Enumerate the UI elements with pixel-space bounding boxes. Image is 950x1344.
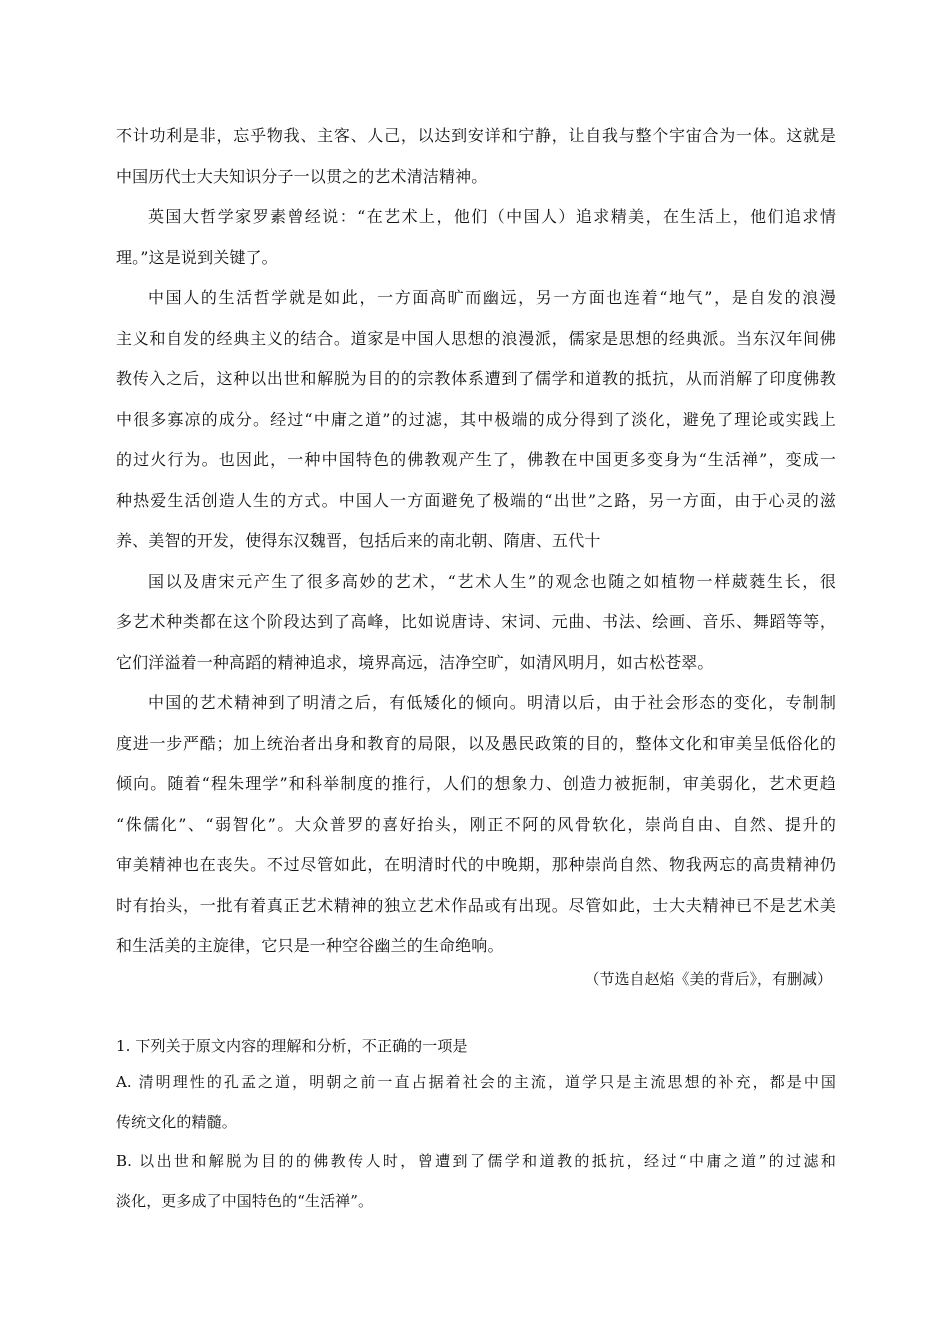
passage-line: 时有抬头，一批有着真正艺术精神的独立艺术作品或有出现。尽管如此，士大夫精神已不是艺术美 [116, 896, 836, 915]
passage-line: 审美精神也在丧失。不过尽管如此，在明清时代的中晚期，那种崇尚自然、物我两忘的高贵精神仍 [116, 855, 836, 874]
passage-line: 的过火行为。也因此，一种中国特色的佛教观产生了，佛教在中国更多变身为“生活禅”，变成一 [116, 450, 836, 469]
passage-line: 度进一步严酷；加上统治者出身和教育的局限，以及愚民政策的目的，整体文化和审美呈低俗化的 [116, 734, 836, 753]
passage-line: 不计功利是非，忘乎物我、主客、人己，以达到安详和宁静，让自我与整个宇宙合为一体。这就是 [116, 126, 836, 145]
passage-line: 中很多寡凉的成分。经过“中庸之道”的过滤，其中极端的成分得到了淡化，避免了理论或实践上 [116, 410, 836, 429]
option-a-line: A. 清明理性的孔孟之道，明朝之前一直占据着社会的主流，道学只是主流思想的补充，都是中国 [116, 1073, 836, 1091]
passage-line: 多艺术种类都在这个阶段达到了高峰，比如说唐诗、宋词、元曲、书法、绘画、音乐、舞蹈等等， [116, 612, 836, 631]
passage-line: 中国的艺术精神到了明清之后，有低矮化的倾向。明清以后，由于社会形态的变化，专制制 [148, 693, 836, 712]
passage-line: 倾向。随着“程朱理学”和科举制度的推行，人们的想象力、创造力被扼制，审美弱化，艺术更趋 [116, 774, 836, 793]
passage-line: 种热爱生活创造人生的方式。中国人一方面避免了极端的“出世”之路，另一方面，由于心灵的滋 [116, 491, 836, 510]
passage-line: 它们洋溢着一种高蹈的精神追求，境界高远，洁净空旷，如清风明月，如古松苍翠。 [116, 653, 714, 672]
passage-line: 主义和自发的经典主义的结合。道家是中国人思想的浪漫派，儒家是思想的经典派。当东汉年间佛 [116, 329, 836, 348]
passage-line: 英国大哲学家罗素曾经说：“在艺术上，他们（中国人）追求精美，在生活上，他们追求情 [148, 207, 836, 226]
passage-line: “侏儒化”、“弱智化”。大众普罗的喜好抬头，刚正不阿的风骨软化，崇尚自由、自然、提升的 [116, 815, 836, 834]
passage-line: 中国历代士大夫知识分子一以贯之的艺术清洁精神。 [116, 167, 488, 186]
passage-source: （节选自赵焰《美的背后》，有删减） [584, 970, 832, 988]
option-a-line: 传统文化的精髓。 [116, 1113, 237, 1131]
option-b-line: B. 以出世和解脱为目的的佛教传人时，曾遭到了儒学和道教的抵抗，经过“中庸之道”的过滤和 [116, 1152, 836, 1170]
passage-line: 理。”这是说到关键了。 [116, 248, 278, 267]
passage-line: 教传入之后，这种以出世和解脱为目的的宗教体系遭到了儒学和道教的抵抗，从而消解了印度佛教 [116, 369, 836, 388]
passage-line: 养、美智的开发，使得东汉魏晋，包括后来的南北朝、隋唐、五代十 [116, 531, 601, 550]
passage-line: 中国人的生活哲学就是如此，一方面高旷而幽远，另一方面也连着“地气”，是自发的浪漫 [148, 288, 836, 307]
passage-line: 和生活美的主旋律，它只是一种空谷幽兰的生命绝响。 [116, 936, 504, 955]
question-stem: 1. 下列关于原文内容的理解和分析，不正确的一项是 [116, 1037, 468, 1055]
option-b-line: 淡化，更多成了中国特色的“生活禅”。 [116, 1192, 374, 1210]
passage-line: 国以及唐宋元产生了很多高妙的艺术，“艺术人生”的观念也随之如植物一样葳蕤生长，很 [148, 572, 836, 591]
